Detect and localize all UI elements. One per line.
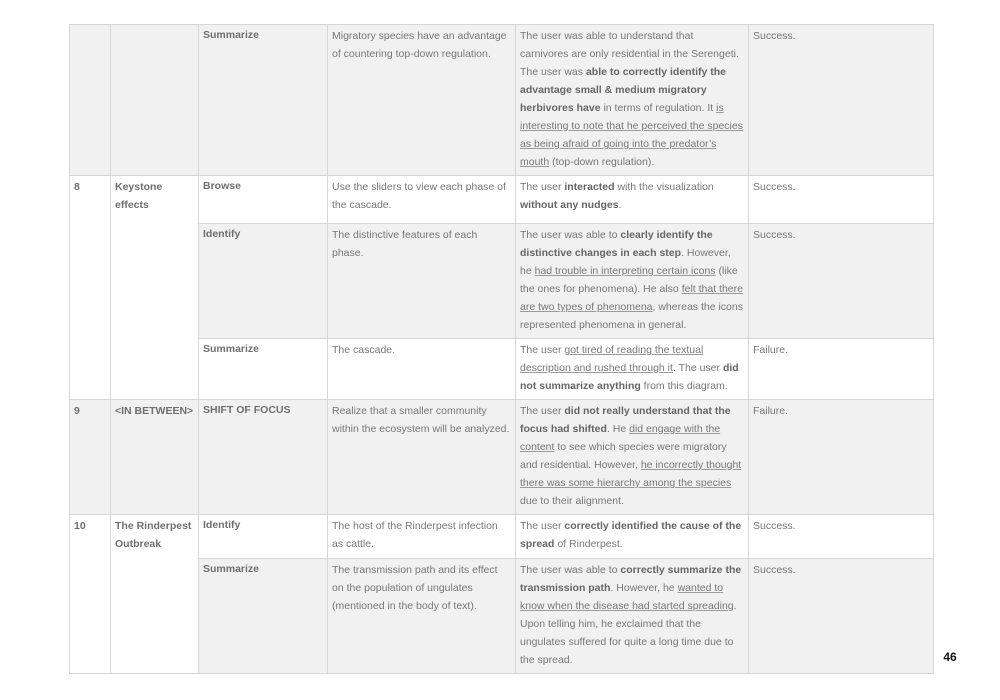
table-row (70, 176, 934, 224)
observation-text: (top-down regulation). (549, 156, 655, 168)
observation-text: The user was able to understand that carnivores are only residential in the Serengeti. The user was (520, 30, 739, 78)
observation-text: (like the ones for phenomena). He also (520, 265, 738, 295)
observation-cell (516, 339, 749, 400)
observation-text: The user (520, 344, 565, 356)
result-cell: Success. (749, 224, 934, 339)
table-row (70, 339, 934, 400)
observation-text: of Rinderpest. (554, 538, 623, 550)
task-cell: SHIFT OF FOCUS (199, 400, 328, 515)
row-number (70, 25, 111, 176)
task-cell: Summarize (199, 339, 328, 400)
table-row (70, 515, 934, 559)
observation-text: due to their alignment. (520, 495, 624, 507)
expected-cell: The distinctive features of each phase. (328, 224, 516, 339)
result-cell: Success. (749, 176, 934, 224)
task-cell: Browse (199, 176, 328, 224)
underlined-text: is interesting to note that he perceived the species as being afraid of going into the predator’s mouth (520, 102, 743, 168)
result-cell: Success. (749, 515, 934, 559)
observation-cell (516, 176, 749, 224)
observation-cell (516, 400, 749, 515)
underlined-text: he incorrectly thought there was some hierarchy among the species (520, 459, 742, 489)
observation-text: . The user (672, 362, 723, 374)
observation-text: The user was able to (520, 229, 621, 241)
observation-text: . Upon telling him, he exclaimed that the ungulates suffered for quite a long time due to the spread. (520, 600, 737, 666)
observation-text: . He (606, 423, 630, 435)
expected-cell: Realize that a smaller community within the ecosystem will be analyzed. (328, 400, 516, 515)
topic-cell: The Rinderpest Outbreak (111, 515, 199, 674)
topic-cell (111, 25, 199, 176)
emphasized-text: correctly summarize the transmission path (520, 564, 742, 594)
observation-text: . However, he (520, 247, 731, 277)
evaluation-table-page (69, 24, 933, 674)
task-cell: Summarize (199, 559, 328, 674)
result-cell: Success. (749, 559, 934, 674)
emphasized-text: did not summarize anything (520, 362, 739, 392)
observation-text: The user (520, 520, 565, 532)
emphasized-text: able to correctly identify the advantage small & medium migratory herbivores have (520, 66, 726, 114)
observation-text: in terms of regulation. It (600, 102, 717, 114)
underlined-text: got tired of reading the textual description and rushed through it (520, 344, 704, 374)
evaluation-table (69, 24, 934, 674)
observation-text: . (618, 199, 622, 211)
expected-cell: Use the sliders to view each phase of the cascade. (328, 176, 516, 224)
observation-text: to see which species were migratory and residential. However, (520, 441, 727, 471)
task-cell: Identify (199, 515, 328, 559)
result-cell: Success. (749, 25, 934, 176)
emphasized-text: did not really understand that the focus had shifted (520, 405, 731, 435)
observation-cell (516, 224, 749, 339)
observation-text: The user (520, 181, 565, 193)
observation-cell (516, 515, 749, 559)
page-number: 46 (943, 650, 957, 664)
observation-cell (516, 559, 749, 674)
table-row (70, 559, 934, 674)
topic-cell: <IN BETWEEN> (111, 400, 199, 515)
expected-cell: The transmission path and its effect on the population of ungulates (mentioned in the body of text). (328, 559, 516, 674)
row-number: 9 (70, 400, 111, 515)
table-row (70, 224, 934, 339)
emphasized-text: interacted (564, 181, 615, 193)
emphasized-text: clearly identify the distinctive changes in each step (520, 229, 713, 259)
emphasized-text: without any nudges (520, 199, 619, 211)
row-number: 8 (70, 176, 111, 400)
table-row (70, 25, 934, 176)
task-cell: Summarize (199, 25, 328, 176)
underlined-text: had trouble in interpreting certain icons (534, 265, 716, 277)
observation-text: . However, he (610, 582, 678, 594)
observation-text: with the visualization (614, 181, 714, 193)
topic-cell: Keystone effects (111, 176, 199, 400)
underlined-text: wanted to know when the disease had started spreading (520, 582, 734, 612)
observation-cell (516, 25, 749, 176)
result-cell: Failure. (749, 400, 934, 515)
expected-cell: The host of the Rinderpest infection as cattle. (328, 515, 516, 559)
result-cell: Failure. (749, 339, 934, 400)
table-row (70, 400, 934, 515)
task-cell: Identify (199, 224, 328, 339)
expected-cell: The cascade. (328, 339, 516, 400)
observation-text: from this diagram. (640, 380, 728, 392)
underlined-text: felt that there are two types of phenomena (520, 283, 743, 313)
observation-text: The user (520, 405, 565, 417)
row-number: 10 (70, 515, 111, 674)
observation-text: The user was able to (520, 564, 621, 576)
observation-text: , whereas the icons represented phenomena in general. (520, 301, 743, 331)
underlined-text: did engage with the content (520, 423, 721, 453)
emphasized-text: correctly identified the cause of the spread (520, 520, 742, 550)
expected-cell: Migratory species have an advantage of countering top-down regulation. (328, 25, 516, 176)
